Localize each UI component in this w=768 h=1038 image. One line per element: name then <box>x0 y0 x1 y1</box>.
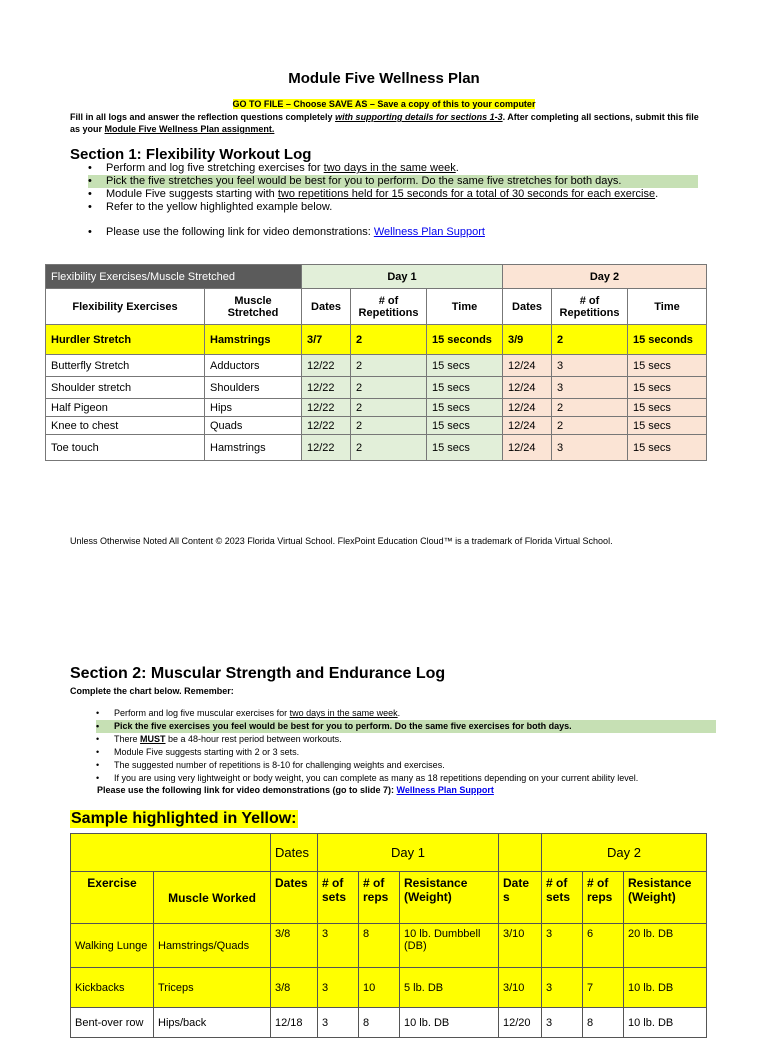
table-cell[interactable]: 15 secs <box>628 355 707 377</box>
table-cell[interactable]: 2 <box>552 417 628 435</box>
table-cell[interactable]: 15 secs <box>628 435 707 461</box>
table-cell[interactable]: Half Pigeon <box>46 399 205 417</box>
section2-heading: Section 2: Muscular Strength and Endurance Log <box>70 665 446 682</box>
table-cell[interactable]: 3 <box>542 1008 583 1038</box>
wellness-plan-support-link[interactable]: Wellness Plan Support <box>373 226 485 238</box>
table-cell[interactable]: 10 lb. DB <box>624 968 707 1008</box>
table-cell[interactable]: 15 seconds <box>427 325 503 355</box>
col-exercise: Exercise <box>71 872 154 924</box>
table-cell[interactable]: 10 lb. DB <box>400 1008 499 1038</box>
table-cell[interactable]: 8 <box>359 1008 400 1038</box>
table-cell[interactable]: 8 <box>583 1008 624 1038</box>
list-item: • Module Five suggests starting with two repetitions held for 15 seconds for a total of 30 seconds for each exercise. <box>88 188 698 201</box>
link-label: Please use the following link for video demonstrations (go to slide 7): <box>97 785 397 795</box>
col-dates: Date s <box>499 872 542 924</box>
col-reps: # of Repetitions <box>552 289 628 325</box>
table-cell[interactable]: 15 secs <box>427 417 503 435</box>
table-cell[interactable]: 3 <box>318 968 359 1008</box>
table-cell[interactable]: Adductors <box>205 355 302 377</box>
col-reps: # of reps <box>359 872 400 924</box>
section2-bullets <box>96 707 716 785</box>
section1-heading: Section 1: Flexibility Workout Log <box>70 146 312 163</box>
table-row <box>46 355 707 377</box>
list-item: • Pick the five stretches you feel would be best for you to perform. Do the same five stretches for both days. <box>88 175 698 188</box>
table-cell[interactable]: 3 <box>542 968 583 1008</box>
table-row <box>46 399 707 417</box>
table-cell[interactable]: Toe touch <box>46 435 205 461</box>
table-cell[interactable]: Kickbacks <box>71 968 154 1008</box>
table-cell[interactable]: 3/8 <box>271 968 318 1008</box>
col-sets: # of sets <box>542 872 583 924</box>
list-item: • Module Five suggests starting with 2 or 3 sets. <box>96 746 716 759</box>
flexibility-log-table <box>45 264 707 461</box>
table-cell[interactable]: Walking Lunge <box>71 924 154 968</box>
col-reps: # of Repetitions <box>351 289 427 325</box>
table-cell[interactable]: 2 <box>351 399 427 417</box>
table-cell[interactable]: 7 <box>583 968 624 1008</box>
save-instruction <box>0 99 768 109</box>
table-cell[interactable]: 8 <box>359 924 400 968</box>
table-cell[interactable]: 12/24 <box>503 377 552 399</box>
section1-link-bullet <box>88 226 698 238</box>
day1-header: Day 1 <box>318 834 499 872</box>
table-cell[interactable]: 3 <box>552 377 628 399</box>
table-cell[interactable]: 3/7 <box>302 325 351 355</box>
table-cell[interactable]: Triceps <box>154 968 271 1008</box>
fill-text-a: Fill in all logs and answer the reflection questions completely <box>70 112 336 122</box>
table-row <box>46 377 707 399</box>
table-cell[interactable]: 12/18 <box>271 1008 318 1038</box>
table-cell[interactable]: 12/22 <box>302 355 351 377</box>
table-row <box>71 924 707 968</box>
col-dates: Dates <box>302 289 351 325</box>
table-cell[interactable]: 2 <box>351 417 427 435</box>
save-instruction-text: GO TO FILE – Choose SAVE AS – Save a copy of this to your computer <box>232 99 536 109</box>
table-cell[interactable]: 12/20 <box>499 1008 542 1038</box>
table-cell[interactable]: 2 <box>351 435 427 461</box>
fill-text-c: . After completing all sections, submit this file as your <box>70 112 699 134</box>
table-cell[interactable]: 15 seconds <box>628 325 707 355</box>
table-cell[interactable]: Knee to chest <box>46 417 205 435</box>
table-cell[interactable]: 15 secs <box>427 377 503 399</box>
sample-heading: Sample highlighted in Yellow: <box>71 810 297 827</box>
table-cell[interactable]: 6 <box>583 924 624 968</box>
table-cell[interactable]: 3/9 <box>503 325 552 355</box>
fill-instruction <box>70 111 710 135</box>
table-row <box>46 435 707 461</box>
table-cell[interactable]: Bent-over row <box>71 1008 154 1038</box>
day1-header: Day 1 <box>302 265 503 289</box>
list-item: • Please use the following link for video demonstrations: Wellness Plan Support <box>88 226 698 238</box>
strength-log-table <box>70 833 707 1038</box>
table-cell[interactable]: 3 <box>542 924 583 968</box>
table-cell[interactable]: 3/10 <box>499 968 542 1008</box>
table-cell[interactable]: Shoulder stretch <box>46 377 205 399</box>
table-cell[interactable]: 12/24 <box>503 435 552 461</box>
table-cell[interactable]: 10 lb. Dumbbell (DB) <box>400 924 499 968</box>
list-item: • The suggested number of repetitions is 8-10 for challenging weights and exercises. <box>96 759 716 772</box>
table-cell[interactable]: 10 <box>359 968 400 1008</box>
col-time: Time <box>628 289 707 325</box>
table-cell[interactable]: 12/22 <box>302 377 351 399</box>
table-cell[interactable]: 15 secs <box>427 399 503 417</box>
col-exercise: Flexibility Exercises <box>46 289 205 325</box>
example-row <box>46 325 707 355</box>
table-cell[interactable]: 3/10 <box>499 924 542 968</box>
table-cell[interactable]: 15 secs <box>628 399 707 417</box>
table-cell[interactable]: 12/22 <box>302 435 351 461</box>
col-time: Time <box>427 289 503 325</box>
list-item: • Perform and log five stretching exercises for two days in the same week. <box>88 162 698 175</box>
document-title: Module Five Wellness Plan <box>288 70 480 87</box>
table-cell[interactable]: 15 secs <box>427 435 503 461</box>
table-cell[interactable]: 15 secs <box>427 355 503 377</box>
table-cell[interactable]: Hamstrings/Quads <box>154 924 271 968</box>
table-cell[interactable]: 3 <box>552 435 628 461</box>
day2-header: Day 2 <box>503 265 707 289</box>
col-dates: Dates <box>271 872 318 924</box>
table-cell[interactable]: 12/24 <box>503 399 552 417</box>
table-cell[interactable]: 2 <box>552 399 628 417</box>
col-resistance: Resistance (Weight) <box>624 872 707 924</box>
list-item: • Pick the five exercises you feel would be best for you to perform. Do the same five exercises for both days. <box>96 720 716 733</box>
table-cell[interactable]: 10 lb. DB <box>624 1008 707 1038</box>
table-cell[interactable]: Hurdler Stretch <box>46 325 205 355</box>
group-header: Flexibility Exercises/Muscle Stretched <box>46 265 302 289</box>
table-cell[interactable]: 3 <box>552 355 628 377</box>
table-row <box>71 968 707 1008</box>
table-cell[interactable]: 15 secs <box>628 417 707 435</box>
fill-text-d: Module Five Wellness Plan assignment. <box>104 124 275 134</box>
blank-header <box>71 834 271 872</box>
col-resistance: Resistance (Weight) <box>400 872 499 924</box>
table-cell[interactable]: 5 lb. DB <box>400 968 499 1008</box>
section1-bullets <box>88 162 698 214</box>
table-cell[interactable]: Butterfly Stretch <box>46 355 205 377</box>
list-item: • If you are using very lightweight or body weight, you can complete as many as 18 repetitions depending on your current ability level. <box>96 772 716 785</box>
table-cell[interactable]: 3/8 <box>271 924 318 968</box>
list-item: • Refer to the yellow highlighted example below. <box>88 201 698 214</box>
table-cell[interactable]: 3 <box>318 1008 359 1038</box>
table-cell[interactable]: 12/24 <box>503 417 552 435</box>
table-cell[interactable]: 2 <box>351 355 427 377</box>
table-cell[interactable]: Hips/back <box>154 1008 271 1038</box>
table-cell[interactable]: 2 <box>552 325 628 355</box>
wellness-plan-support-link[interactable]: Wellness Plan Support <box>396 785 494 795</box>
table-cell[interactable]: 12/24 <box>503 355 552 377</box>
list-item: • Perform and log five muscular exercises for two days in the same week. <box>96 707 716 720</box>
table-cell[interactable]: 12/22 <box>302 417 351 435</box>
table-cell[interactable]: 2 <box>351 325 427 355</box>
col-dates: Dates <box>503 289 552 325</box>
table-cell[interactable]: 3 <box>318 924 359 968</box>
table-cell[interactable]: 12/22 <box>302 399 351 417</box>
table-cell[interactable]: 15 secs <box>628 377 707 399</box>
table-cell[interactable]: Hamstrings <box>205 325 302 355</box>
blank-header <box>499 834 542 872</box>
day2-header: Day 2 <box>542 834 707 872</box>
table-cell[interactable]: Hips <box>205 399 302 417</box>
table-row <box>71 1008 707 1038</box>
table-cell[interactable]: 20 lb. DB <box>624 924 707 968</box>
section2-link-line <box>97 785 494 795</box>
table-cell[interactable]: Shoulders <box>205 377 302 399</box>
dates-header: Dates <box>271 834 318 872</box>
section2-subheading: Complete the chart below. Remember: <box>70 686 234 696</box>
list-item: • There MUST be a 48-hour rest period between workouts. <box>96 733 716 746</box>
table-cell[interactable]: 2 <box>351 377 427 399</box>
fill-text-b: with supporting details for sections 1-3 <box>335 112 503 122</box>
table-cell[interactable]: Quads <box>205 417 302 435</box>
table-row <box>46 417 707 435</box>
table-cell[interactable]: Hamstrings <box>205 435 302 461</box>
col-reps: # of reps <box>583 872 624 924</box>
copyright-footer: Unless Otherwise Noted All Content © 2023 Florida Virtual School. FlexPoint Education Cloud™ is a trademark of Florida Virtual School. <box>70 536 613 546</box>
col-muscle: Muscle Worked <box>154 872 271 924</box>
col-muscle: Muscle Stretched <box>205 289 302 325</box>
col-sets: # of sets <box>318 872 359 924</box>
